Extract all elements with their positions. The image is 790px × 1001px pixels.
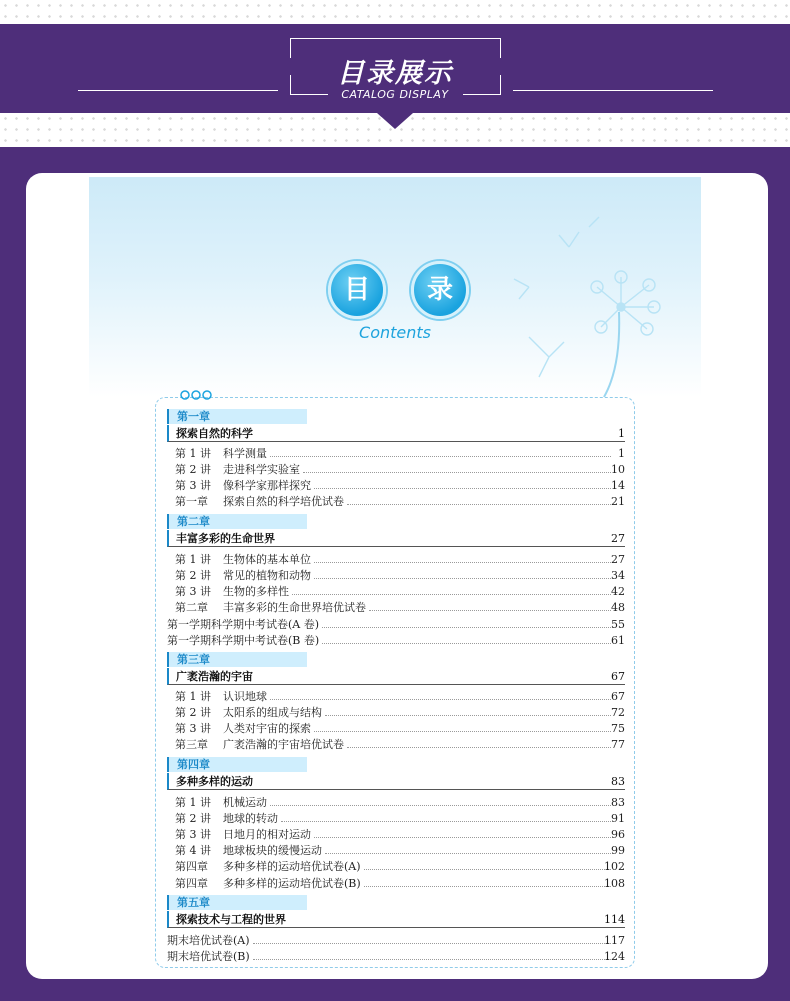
toc-page-number: 96 [611,828,625,842]
dot-leader [364,869,611,870]
chapter-page-number: 67 [611,670,625,683]
toc-page-number: 61 [611,634,625,647]
toc-entry-name: 广袤浩瀚的宇宙培优试卷 [223,738,344,752]
dot-leader [270,456,611,457]
toc-page-number: 108 [604,876,625,890]
toc-entry [175,494,625,509]
toc-entry-name: 地球的转动 [223,812,278,826]
toc-entry-title [175,827,311,842]
dot-leader [314,562,611,563]
toc-entry [175,859,625,874]
toc-entry-number: 第 2 讲 [175,569,211,583]
toc-entry [175,462,625,477]
chapter-page-number: 114 [604,913,625,926]
chapter-label: 第二章 [167,514,307,529]
dot-leader [325,853,611,854]
chapter-title [167,911,625,928]
toc-entry [175,552,625,567]
toc-page-number: 102 [604,860,625,874]
toc-entry [175,737,625,752]
chapter-title-text: 广袤浩瀚的宇宙 [176,670,253,683]
final-exam-name: 期末培优试卷(A) [167,934,250,947]
toc-entry-title [175,795,267,810]
toc-entry-number: 第 1 讲 [175,690,211,703]
toc-page-number: 91 [611,812,625,826]
toc-entry [175,827,625,842]
toc-entry-title [175,843,322,858]
toc-page-number: 27 [611,553,625,566]
toc-entry-number: 第 1 讲 [175,553,211,566]
toc-entry [175,584,625,599]
dot-leader [292,594,611,595]
dot-leader [347,747,611,748]
toc-page-number: 48 [611,601,625,615]
toc-page-number: 10 [611,463,625,477]
toc-entry-title [175,552,311,567]
toc-entry-name: 多种多样的运动培优试卷(A) [223,860,361,874]
toc-entry [175,478,625,493]
toc-entry-number: 第三章 [175,738,208,752]
toc-entry-title [175,600,366,615]
chapter-label: 第四章 [167,757,307,772]
dot-leader [325,715,611,716]
header-notch [377,113,413,129]
dot-leader [253,943,611,944]
toc-entry-name: 日地月的相对运动 [223,828,311,842]
chapter-title-text: 探索自然的科学 [176,427,253,440]
toc-entry-title [175,737,344,752]
contents-word: Contents [359,323,431,342]
toc-entry-name: 丰富多彩的生命世界培优试卷 [223,601,366,615]
chapter-title [167,773,625,790]
top-dotted-band [0,0,790,24]
mu-circle: 目 [328,261,386,319]
toc-entry [167,633,625,648]
chapter-page-number: 27 [611,532,625,545]
toc-entry-name: 科学测量 [223,447,267,460]
toc-entry [175,600,625,615]
toc-entry [175,811,625,826]
toc-page-number: 72 [611,706,625,720]
midterm-exam-name: 第一学期科学期中考试卷(B 卷) [167,634,320,647]
toc-page-number: 124 [604,950,625,963]
toc-entry-title [175,859,361,874]
toc-entry-name: 地球板块的缓慢运动 [223,844,322,858]
toc-entry-number: 第一章 [175,495,208,509]
toc-page-number: 99 [611,844,625,858]
toc-entry-name: 生物体的基本单位 [223,553,311,566]
toc-entry [175,689,625,704]
dot-leader [314,837,611,838]
toc-entry-number: 第 1 讲 [175,796,211,809]
dandelion-illustration [509,207,699,397]
chapter-page-number: 83 [611,775,625,788]
chapter-label: 第五章 [167,895,307,910]
toc-entry [175,843,625,858]
binder-rings-icon [180,388,212,402]
toc-page-number: 1 [618,447,625,460]
dot-leader [303,472,611,473]
dot-leader [253,959,611,960]
page-subtitle: CATALOG DISPLAY [341,88,449,101]
toc-entry [175,705,625,720]
dot-leader [270,805,611,806]
toc-entry-title [167,617,319,632]
dot-leader [322,627,611,628]
page-title: 目录展示 [337,58,453,89]
toc-entry-name: 人类对宇宙的探索 [223,722,311,736]
dot-leader [281,821,611,822]
chapter-title [167,668,625,685]
toc-entry [167,933,625,948]
dot-leader [369,610,611,611]
toc-page-number: 117 [604,934,625,947]
toc-entry-title [175,811,278,826]
toc-entry [175,446,625,461]
toc-entry-number: 第 3 讲 [175,585,211,599]
dot-leader [314,731,611,732]
toc-entry-number: 第二章 [175,601,208,615]
chapter-title-text: 探索技术与工程的世界 [176,913,286,926]
toc-page-number: 42 [611,585,625,599]
toc-entry-title [175,689,267,704]
chapter-title [167,530,625,547]
toc-entry-name: 像科学家那样探究 [223,479,311,493]
toc-entry [175,795,625,810]
toc-entry-name: 太阳系的组成与结构 [223,706,322,720]
toc-entry-title [175,462,300,477]
toc-entry-name: 机械运动 [223,796,267,809]
dot-leader [314,488,611,489]
final-exam-name: 期末培优试卷(B) [167,950,250,963]
toc-entry-name: 多种多样的运动培优试卷(B) [223,876,361,890]
toc-entry-title [175,478,311,493]
toc-entry-number: 第 3 讲 [175,479,211,493]
midterm-exam-name: 第一学期科学期中考试卷(A 卷) [167,618,320,631]
contents-banner [89,177,701,397]
toc-entry-number: 第四章 [175,860,208,874]
toc-entry-title [175,876,361,891]
toc-entry-name: 认识地球 [223,690,267,703]
toc-entry-title [175,721,311,736]
chapter-title [167,425,625,442]
toc-entry-name: 生物的多样性 [223,585,289,599]
dot-leader [322,643,611,644]
toc-entry-number: 第 2 讲 [175,812,211,826]
dot-leader [314,578,611,579]
toc-entry-number: 第 4 讲 [175,844,211,858]
toc-entry [167,617,625,632]
toc-entry-title [175,705,322,720]
toc-page-number: 14 [611,479,625,493]
toc-entry-number: 第 1 讲 [175,447,211,460]
toc-entry-title [167,633,319,648]
chapter-title-text: 丰富多彩的生命世界 [176,532,275,545]
toc-entry-title [175,446,267,461]
toc-entry [175,568,625,583]
toc-page-number: 83 [611,796,625,809]
toc-entry [175,876,625,891]
toc-entry-title [175,494,344,509]
toc-entry-title [167,949,250,964]
chapter-page-number: 1 [618,427,625,440]
toc-page-number: 67 [611,690,625,703]
dot-leader [347,504,611,505]
chapter-label: 第一章 [167,409,307,424]
toc-entry-name: 走进科学实验室 [223,463,300,477]
toc-entry-number: 第 2 讲 [175,463,211,477]
toc-page-number: 75 [611,722,625,736]
toc-entry-name: 探索自然的科学培优试卷 [223,495,344,509]
toc-entry-title [175,568,311,583]
toc-entry-title [175,584,289,599]
toc-entry-number: 第 2 讲 [175,706,211,720]
toc-entry [175,721,625,736]
toc-entry-number: 第 3 讲 [175,828,211,842]
toc-entry-name: 常见的植物和动物 [223,569,311,583]
lu-circle: 录 [411,261,469,319]
toc-page-number: 34 [611,569,625,583]
toc-page-number: 55 [611,618,625,631]
toc-entry [167,949,625,964]
toc-page-number: 21 [611,495,625,509]
dot-leader [364,886,611,887]
chapter-title-text: 多种多样的运动 [176,775,253,788]
toc-page-number: 77 [611,738,625,752]
toc-entry-number: 第 3 讲 [175,722,211,736]
toc-entry-number: 第四章 [175,876,208,890]
toc-entry-title [167,933,250,948]
dot-leader [270,699,611,700]
chapter-label: 第三章 [167,652,307,667]
